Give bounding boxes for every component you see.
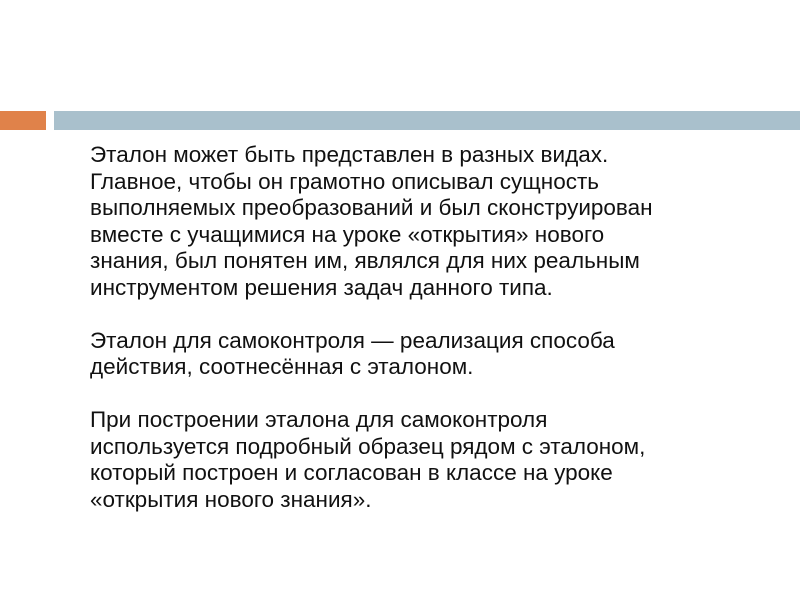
paragraph-self-control-definition: Эталон для самоконтроля — реализация способа действия, соотнесённая с эталоном.: [90, 327, 615, 379]
slide-body: [90, 142, 770, 513]
accent-bar-orange: [0, 111, 46, 130]
accent-bar-blue: [54, 111, 800, 130]
paragraph-self-control-construction: При построении эталона для самоконтроля используется подробный образец рядом с эталоном, который построен и согласован в классе на уроке «открытия нового знания».: [90, 407, 646, 512]
paragraph-etalon-forms: Эталон может быть представлен в разных видах. Главное, чтобы он грамотно описывал сущность выполняемых преобразований и был сконструирован вместе с учащимися на уроке «открытия» нового знания, был понятен им, являлся для них реальным инструментом решения задач данного типа.: [90, 142, 653, 300]
